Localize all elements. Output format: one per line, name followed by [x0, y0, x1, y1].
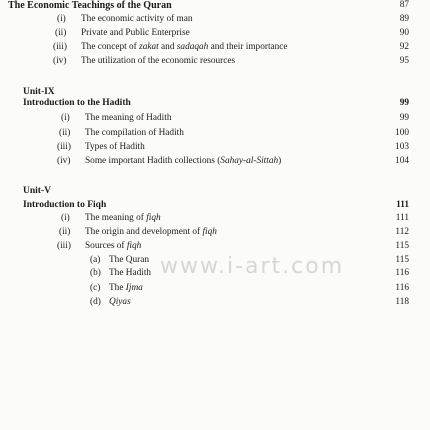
- toc-item-text: The meaning of fiqh: [85, 213, 161, 223]
- unit-label: Unit-IX: [23, 87, 55, 97]
- toc-item-marker: (i): [61, 213, 70, 223]
- unit-title: Introduction to Fiqh: [23, 200, 107, 210]
- running-header-title: The Economic Teachings of the Quran: [8, 0, 172, 11]
- toc-subitem-marker: (b): [90, 268, 101, 278]
- toc-item-page: 99: [399, 113, 409, 123]
- toc-item-marker: (iii): [57, 241, 71, 251]
- toc-subitem-text: The Quran: [109, 255, 150, 265]
- toc-item-text: The utilization of the economic resources: [81, 56, 236, 66]
- watermark: www.i-art.com: [160, 254, 345, 279]
- toc-item-page: 92: [399, 42, 409, 52]
- unit-title-page: 99: [399, 98, 409, 108]
- toc-item-text: Private and Public Enterprise: [81, 28, 190, 38]
- toc-item-page: 103: [395, 142, 409, 152]
- unit-label: Unit-V: [23, 186, 51, 196]
- toc-item-text: The compilation of Hadith: [85, 128, 184, 138]
- toc-item-page: 115: [395, 241, 409, 251]
- toc-subitem-page: 118: [395, 297, 409, 307]
- toc-subitem-text: Qiyas: [109, 297, 131, 307]
- toc-item-marker: (i): [61, 113, 70, 123]
- toc-item-text: Some important Hadith collections (Sahay-al-Sittah): [85, 156, 282, 166]
- toc-subitem-page: 115: [395, 255, 409, 265]
- toc-subitem-page: 116: [395, 283, 409, 293]
- toc-item-page: 90: [399, 28, 409, 38]
- toc-item-marker: (i): [57, 14, 66, 24]
- toc-item-text: The origin and development of fiqh: [85, 227, 217, 237]
- running-header-page: 87: [399, 0, 409, 10]
- toc-item-text: Types of Hadith: [85, 142, 145, 152]
- toc-subitem-text: The Hadith: [109, 268, 152, 278]
- toc-subitem-marker: (a): [90, 255, 101, 265]
- toc-item-page: 104: [395, 156, 409, 166]
- unit-title-page: 111: [396, 200, 409, 210]
- toc-subitem-page: 116: [395, 268, 409, 278]
- toc-item-marker: (ii): [59, 128, 71, 138]
- toc-item-page: 112: [395, 227, 409, 237]
- toc-subitem-marker: (d): [90, 297, 101, 307]
- toc-item-text: Sources of fiqh: [85, 241, 142, 251]
- toc-item-marker: (iv): [53, 56, 67, 66]
- toc-subitem-text: The Ijma: [109, 283, 143, 293]
- toc-item-marker: (ii): [59, 227, 71, 237]
- toc-item-marker: (iii): [57, 142, 71, 152]
- toc-subitem-marker: (c): [90, 283, 101, 293]
- toc-item-text: The concept of zakat and sadaqah and their importance: [81, 42, 288, 52]
- toc-item-page: 111: [395, 213, 409, 223]
- toc-item-page: 89: [399, 14, 409, 24]
- toc-item-text: The economic activity of man: [81, 14, 193, 24]
- toc-item-text: The meaning of Hadith: [85, 113, 172, 123]
- toc-item-page: 100: [395, 128, 409, 138]
- toc-item-marker: (iv): [57, 156, 71, 166]
- unit-title: Introduction to the Hadith: [23, 98, 131, 108]
- toc-item-marker: (iii): [53, 42, 67, 52]
- toc-item-page: 95: [399, 56, 409, 66]
- toc-item-marker: (ii): [55, 28, 67, 38]
